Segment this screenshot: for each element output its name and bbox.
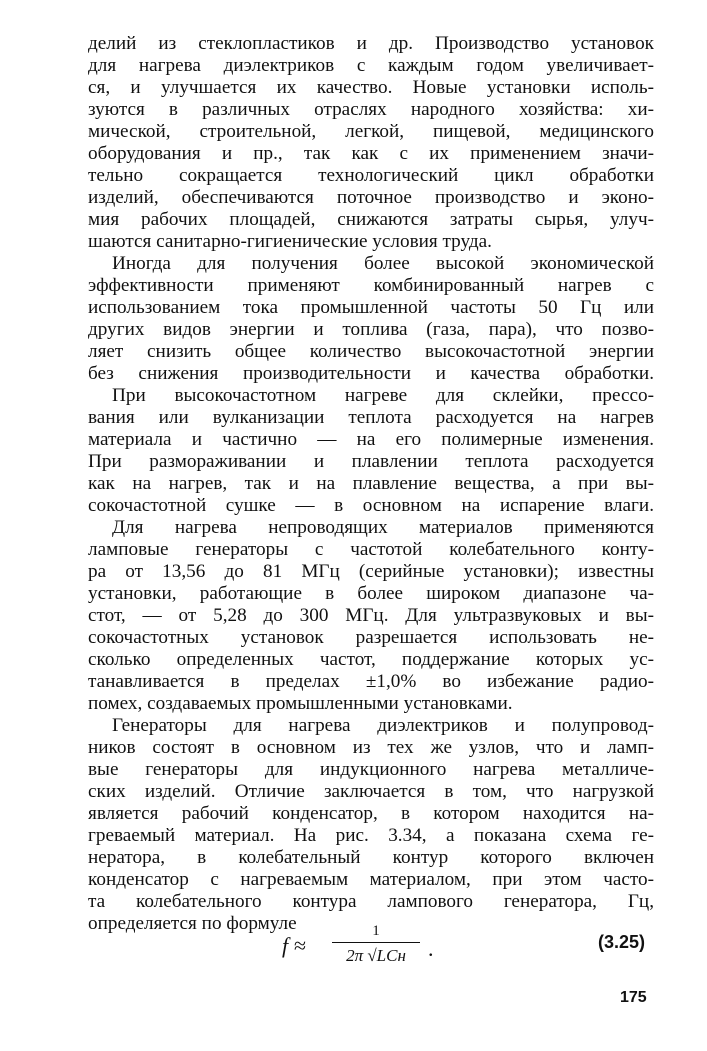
text-line: определяется по формуле — [88, 913, 297, 934]
text-line: без снижения производительности и качества обработки. — [88, 363, 654, 384]
text-line: мия рабочих площадей, снижаются затраты сырья, улуч- — [88, 209, 654, 230]
text-line: При размораживании и плавлении теплота расходуется — [88, 451, 654, 472]
formula-denominator: 2π √LCн — [346, 946, 406, 965]
text-line: шаются санитарно-гигиенические условия труда. — [88, 231, 492, 252]
formula-fraction — [332, 922, 420, 966]
formula-trailing-dot: . — [428, 936, 434, 961]
text-line: Для нагрева непроводящих материалов применяются — [112, 517, 654, 538]
text-line: греваемый материал. На рис. 3.34, а показана схема ге- — [88, 825, 654, 846]
text-line: других видов энергии и топлива (газа, пара), что позво- — [88, 319, 654, 340]
text-line: та колебательного контура лампового генератора, Гц, — [88, 891, 654, 912]
text-line: сокочастотных установок разрешается использовать не- — [88, 627, 654, 648]
text-line: ламповые генераторы с частотой колебательного конту- — [88, 539, 654, 560]
text-line: вые генераторы для индукционного нагрева металличе- — [88, 759, 654, 780]
text-line: конденсатор с нагреваемым материалом, при этом часто- — [88, 869, 654, 890]
formula-numerator: 1 — [372, 923, 380, 939]
text-line: использованием тока промышленной частоты 50 Гц или — [88, 297, 654, 318]
text-line: эффективности применяют комбинированный нагрев с — [88, 275, 654, 296]
text-line: является рабочий конденсатор, в котором находится на- — [88, 803, 654, 824]
text-line: сколько определенных частот, поддержание которых ус- — [88, 649, 654, 670]
text-line: ских изделий. Отличие заключается в том, что нагрузкой — [88, 781, 654, 802]
text-line: вания или вулканизации теплота расходуется на нагрев — [88, 407, 654, 428]
text-line: ников состоят в основном из тех же узлов, что и ламп- — [88, 737, 654, 758]
text-line: Генераторы для нагрева диэлектриков и полупровод- — [112, 715, 654, 736]
text-line: При высокочастотном нагреве для склейки, прессо- — [112, 385, 654, 406]
text-line: тельно сокращается технологический цикл обработки — [88, 165, 654, 186]
equation-number: (3.25) — [598, 932, 646, 952]
text-line: зуются в различных отраслях народного хозяйства: хи- — [88, 99, 654, 120]
text-line: для нагрева диэлектриков с каждым годом увеличивает- — [88, 55, 654, 76]
text-line: мической, строительной, легкой, пищевой, медицинского — [88, 121, 654, 142]
text-line: нератора, в колебательный контур которого включен — [88, 847, 654, 868]
text-line: помех, создаваемых промышленными установками. — [88, 693, 513, 714]
text-line: делий из стеклопластиков и др. Производство установок — [88, 33, 654, 54]
text-line: ра от 13,56 до 81 МГц (серийные установки); известны — [88, 561, 654, 582]
text-line: изделий, обеспечиваются поточное производство и эконо- — [88, 187, 654, 208]
page-number: 175 — [620, 989, 647, 1006]
formula — [282, 922, 462, 978]
text-line: как на нагрев, так и на плавление вещества, а при вы- — [88, 473, 654, 494]
text-line: материала и частично — на его полимерные изменения. — [88, 429, 654, 450]
text-line: сокочастотной сушке — в основном на испарение влаги. — [88, 495, 654, 516]
fraction-bar — [332, 942, 420, 943]
formula-lhs: f ≈ — [282, 933, 306, 958]
text-line: оборудования и пр., так как с их применением значи- — [88, 143, 654, 164]
text-line: ся, и улучшается их качество. Новые установки исполь- — [88, 77, 654, 98]
text-line: установки, работающие в более широком диапазоне ча- — [88, 583, 654, 604]
text-line: Иногда для получения более высокой экономической — [112, 253, 654, 274]
text-line: танавливается в пределах ±1,0% во избежание радио- — [88, 671, 654, 692]
text-line: стот, — от 5,28 до 300 МГц. Для ультразвуковых и вы- — [88, 605, 654, 626]
text-line: ляет снизить общее количество высокочастотной энергии — [88, 341, 654, 362]
